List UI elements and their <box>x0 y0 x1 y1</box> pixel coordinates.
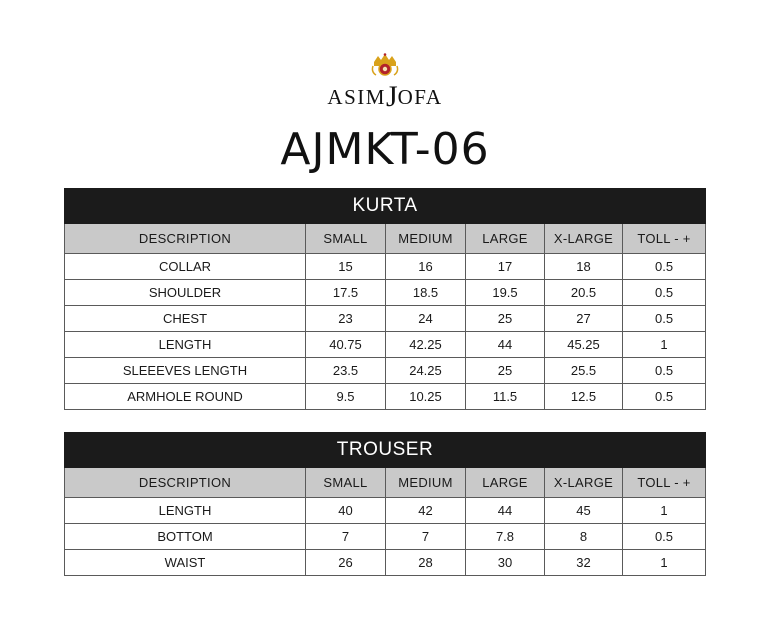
crown-crest-icon <box>370 52 400 78</box>
table-cell: 44 <box>466 498 545 524</box>
table-cell: 7.8 <box>466 524 545 550</box>
table-row <box>65 254 706 280</box>
table-cell: LENGTH <box>65 498 306 524</box>
table-row <box>65 384 706 410</box>
table-cell: 24.25 <box>386 358 466 384</box>
table-cell: 45 <box>545 498 623 524</box>
table-cell: 0.5 <box>623 384 706 410</box>
table-cell: ARMHOLE ROUND <box>65 384 306 410</box>
table-cell: 18.5 <box>386 280 466 306</box>
table-cell: 11.5 <box>466 384 545 410</box>
table-cell: 9.5 <box>306 384 386 410</box>
kurta-header-row <box>65 224 706 254</box>
table-cell: BOTTOM <box>65 524 306 550</box>
table-cell: SLEEEVES LENGTH <box>65 358 306 384</box>
trouser-size-table <box>64 432 706 576</box>
table-row <box>65 358 706 384</box>
column-header: X-LARGE <box>545 468 623 498</box>
table-cell: CHEST <box>65 306 306 332</box>
column-header: DESCRIPTION <box>65 468 306 498</box>
column-header: TOLL - + <box>623 224 706 254</box>
table-cell: 0.5 <box>623 306 706 332</box>
brand-name-part2: OFA <box>397 85 443 109</box>
table-cell: 30 <box>466 550 545 576</box>
table-cell: 1 <box>623 332 706 358</box>
brand-name <box>0 80 770 113</box>
column-header: LARGE <box>466 224 545 254</box>
table-cell: 20.5 <box>545 280 623 306</box>
product-code: AJMKT-06 <box>280 124 490 175</box>
table-cell: 16 <box>386 254 466 280</box>
table-row <box>65 550 706 576</box>
brand-logo <box>0 52 770 113</box>
table-cell: 1 <box>623 498 706 524</box>
table-cell: 27 <box>545 306 623 332</box>
table-cell: 25.5 <box>545 358 623 384</box>
table-cell: COLLAR <box>65 254 306 280</box>
table-cell: 23.5 <box>306 358 386 384</box>
table-cell: 7 <box>386 524 466 550</box>
column-header: X-LARGE <box>545 224 623 254</box>
column-header: SMALL <box>306 468 386 498</box>
table-cell: 7 <box>306 524 386 550</box>
table-cell: 40 <box>306 498 386 524</box>
table-cell: 28 <box>386 550 466 576</box>
table-cell: 1 <box>623 550 706 576</box>
kurta-table-title: KURTA <box>65 189 706 224</box>
table-cell: 25 <box>466 358 545 384</box>
table-cell: 19.5 <box>466 280 545 306</box>
table-cell: 32 <box>545 550 623 576</box>
column-header: SMALL <box>306 224 386 254</box>
table-cell: 0.5 <box>623 524 706 550</box>
column-header: MEDIUM <box>386 468 466 498</box>
table-cell: 23 <box>306 306 386 332</box>
table-cell: LENGTH <box>65 332 306 358</box>
table-row <box>65 498 706 524</box>
column-header: LARGE <box>466 468 545 498</box>
table-cell: 40.75 <box>306 332 386 358</box>
brand-name-part1: ASIM <box>327 85 386 109</box>
trouser-header-row <box>65 468 706 498</box>
column-header: TOLL - + <box>623 468 706 498</box>
table-cell: 42.25 <box>386 332 466 358</box>
table-cell: 10.25 <box>386 384 466 410</box>
column-header: DESCRIPTION <box>65 224 306 254</box>
table-cell: 0.5 <box>623 280 706 306</box>
table-cell: 17.5 <box>306 280 386 306</box>
table-cell: 44 <box>466 332 545 358</box>
brand-name-j: J <box>385 80 398 113</box>
table-cell: 17 <box>466 254 545 280</box>
table-row <box>65 306 706 332</box>
table-cell: 15 <box>306 254 386 280</box>
table-row <box>65 332 706 358</box>
table-cell: 24 <box>386 306 466 332</box>
table-cell: 42 <box>386 498 466 524</box>
table-cell: 18 <box>545 254 623 280</box>
table-cell: 25 <box>466 306 545 332</box>
table-cell: SHOULDER <box>65 280 306 306</box>
table-cell: 45.25 <box>545 332 623 358</box>
table-cell: 0.5 <box>623 358 706 384</box>
table-cell: 0.5 <box>623 254 706 280</box>
table-cell: 12.5 <box>545 384 623 410</box>
table-cell: 26 <box>306 550 386 576</box>
trouser-table-title: TROUSER <box>65 433 706 468</box>
kurta-size-table <box>64 188 706 410</box>
table-row <box>65 524 706 550</box>
table-cell: 8 <box>545 524 623 550</box>
column-header: MEDIUM <box>386 224 466 254</box>
table-cell: WAIST <box>65 550 306 576</box>
table-row <box>65 280 706 306</box>
